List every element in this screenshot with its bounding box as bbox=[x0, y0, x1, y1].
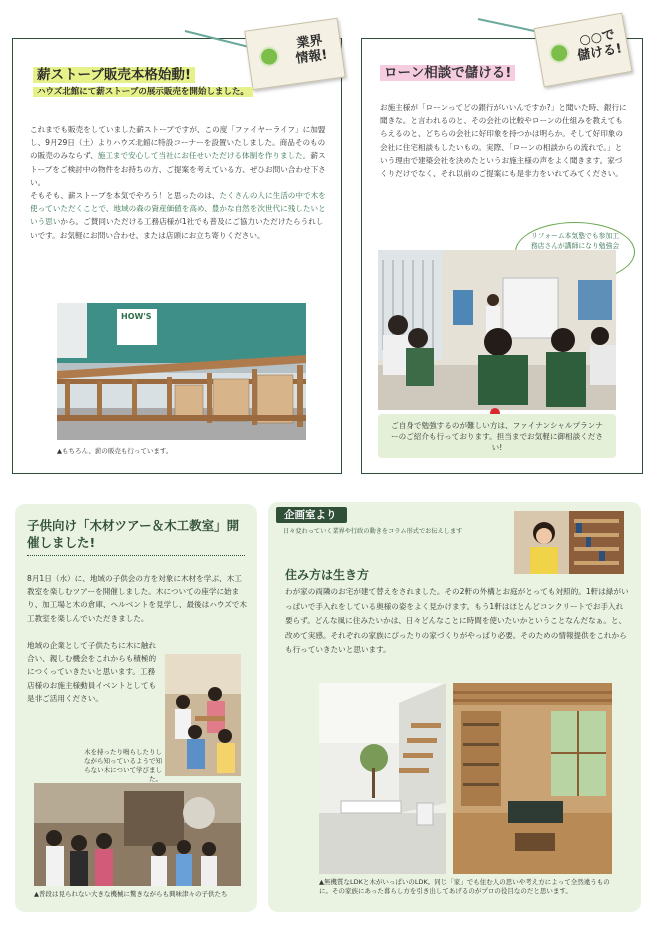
subhead-text: ハウズ北館にて薪ストーブの展示販売を開始しました。 bbox=[33, 87, 253, 97]
body-text: これまでも販売をしていました薪ストーブですが、この度「ファイヤーライフ」に加盟し、9月29日（土）よりハウズ北館に特設コーナーを設置いたしました。商品そのものの販売のみならず、 bbox=[30, 125, 326, 161]
body-text: 薪ストーブをご検討中の物件をお持ちの方、ご提案を考えている方、ぜひお問い合わせ下さい。 bbox=[30, 151, 326, 187]
wooden-ldk-image bbox=[453, 683, 612, 874]
caption-kids-machine: ▲普段は見られない大きな機械に驚きながらも興味津々の子供たち bbox=[34, 890, 228, 898]
photo-modern-ldk bbox=[319, 683, 446, 874]
photo-sign: HOW'S bbox=[121, 312, 152, 321]
tag-label: ○○で 儲ける! bbox=[576, 27, 624, 64]
section4-body: わが家の両隣のお宅が建て替えをされました。その2軒の外構とお庭がとっても対照的。1軒は緑がいっぱいで手入れをしている奥様の姿をよく見かけます。もう1軒はほとんどコンクリートでお手入れ要らず。どんな風に住みたいかは、日々どんなことに時間を使いたいかということなんだなぁ。と、改めて実感。それぞれの家族にぴったりの家づくりがやっぱり必要。そのための情報提供をこれからも行っていきたいと思います。 bbox=[285, 587, 629, 654]
bubble-text: リフォーム本気塾でも参加工務店さんが講師になり勉強会 bbox=[530, 232, 620, 250]
planning-label: 企画室より bbox=[276, 507, 347, 523]
section3-body-top: 8月1日（水）に、地域の子供会の方を対象に木材を学ぶ、木工教室を楽しむツアーを開催しました。木についての座学に始まり、加工場と木の倉庫、ヘルベントを見学し、最後はハウズで木工教室を楽しんでいただきました。 bbox=[27, 574, 247, 623]
caption-firewood: ▲もちろん、薪の販売も行っています。 bbox=[57, 447, 173, 455]
tag-dot-icon bbox=[548, 42, 571, 65]
kids-machine-image bbox=[34, 783, 241, 886]
firewood-image bbox=[57, 303, 306, 440]
subhead-wood-stove bbox=[33, 86, 253, 99]
headline-living: 住み方は生き方 bbox=[285, 568, 370, 582]
tag-string bbox=[478, 18, 537, 32]
headline-underline bbox=[27, 555, 245, 556]
tag-label: 業界 情報! bbox=[294, 33, 329, 67]
headline-text: ローン相談で儲ける! bbox=[380, 65, 515, 81]
planning-sublabel: 日々変わっていく業界や行政の動きをコラム形式でお伝えします bbox=[283, 528, 463, 535]
headline-woodwork: 子供向け「木材ツアー＆木工教室」開催しました! bbox=[27, 518, 240, 550]
body-highlight: 施工まで安心して当社にお任せいただける体制を作りました。 bbox=[97, 151, 311, 161]
tag-dot-icon bbox=[258, 45, 281, 68]
meeting-image bbox=[378, 250, 616, 410]
portrait-image bbox=[514, 511, 624, 574]
caption-kids-wood: 木を持ったり鳴らしたりしながら知っているようで知らない木について学びました。 bbox=[84, 748, 162, 783]
kids-wood-image bbox=[165, 654, 241, 776]
section1-body bbox=[30, 123, 330, 242]
headline-wood-stove bbox=[33, 66, 195, 84]
photo-kids-machine bbox=[34, 783, 241, 886]
section2-body: お施主様が「ローンってどの銀行がいいんですか?」と聞いた時、銀行に聞きな。と言われるのと、その会社の比較やローンの仕組みを教えてもらえるのと、どちらの会社に好印象を持つかは明らか。そして好印象の会社に住宅相談もしたいもの。実際、「ローンの相談からの流れで。」という理由で建築会社を決めたというお施主様の声をよく聞きます。家づくりだけでなく、それ以前のご提案にも是非力をいれてみてください。 bbox=[380, 103, 627, 179]
body-text: そもそも、薪ストーブを本気でやろう！と思ったのは、 bbox=[30, 191, 220, 201]
photo-firewood-storage bbox=[57, 303, 306, 440]
caption-ldk: ▲無機質なLDKと木がいっぱいのLDK。同じ「家」でも住む人の思いや考え方によって全然違うものに。その家族にあった暮らし方を引き出してあげるのがプロの役目なのだと思います。 bbox=[319, 878, 610, 895]
modern-ldk-image bbox=[319, 683, 446, 874]
body-text: から。ご賛同いただける工務店様が1社でも普及にご協力いただけたらうれしいです。お気軽にお問い合わせ、または店頭にお立ち寄りください。 bbox=[30, 217, 324, 240]
photo-kids-wood bbox=[165, 654, 241, 776]
headline-loan bbox=[380, 64, 515, 83]
fp-note: ご自身で勉強するのが難しい方は、ファイナンシャルプランナーのご紹介も行っております。担当までお気軽に御相談ください! bbox=[390, 421, 603, 452]
photo-study-session bbox=[378, 250, 616, 410]
section3-body-side: 地域の企業として子供たちに木に触れ合い、親しむ機会をこれからも積極的につくっていきたいと思います。工務店様のお施主様動員イベントとしても是非ご活用ください。 bbox=[27, 641, 157, 703]
photo-staff-portrait bbox=[514, 511, 624, 574]
headline-text: 薪ストーブ販売本格始動! bbox=[33, 67, 195, 83]
body-highlight: たくさんの人に生活の中で木を使っていただくことで、地域の森の資産価値を高め、豊かな自然を次世代に残したいという思い bbox=[30, 191, 326, 227]
photo-wooden-ldk bbox=[453, 683, 612, 874]
